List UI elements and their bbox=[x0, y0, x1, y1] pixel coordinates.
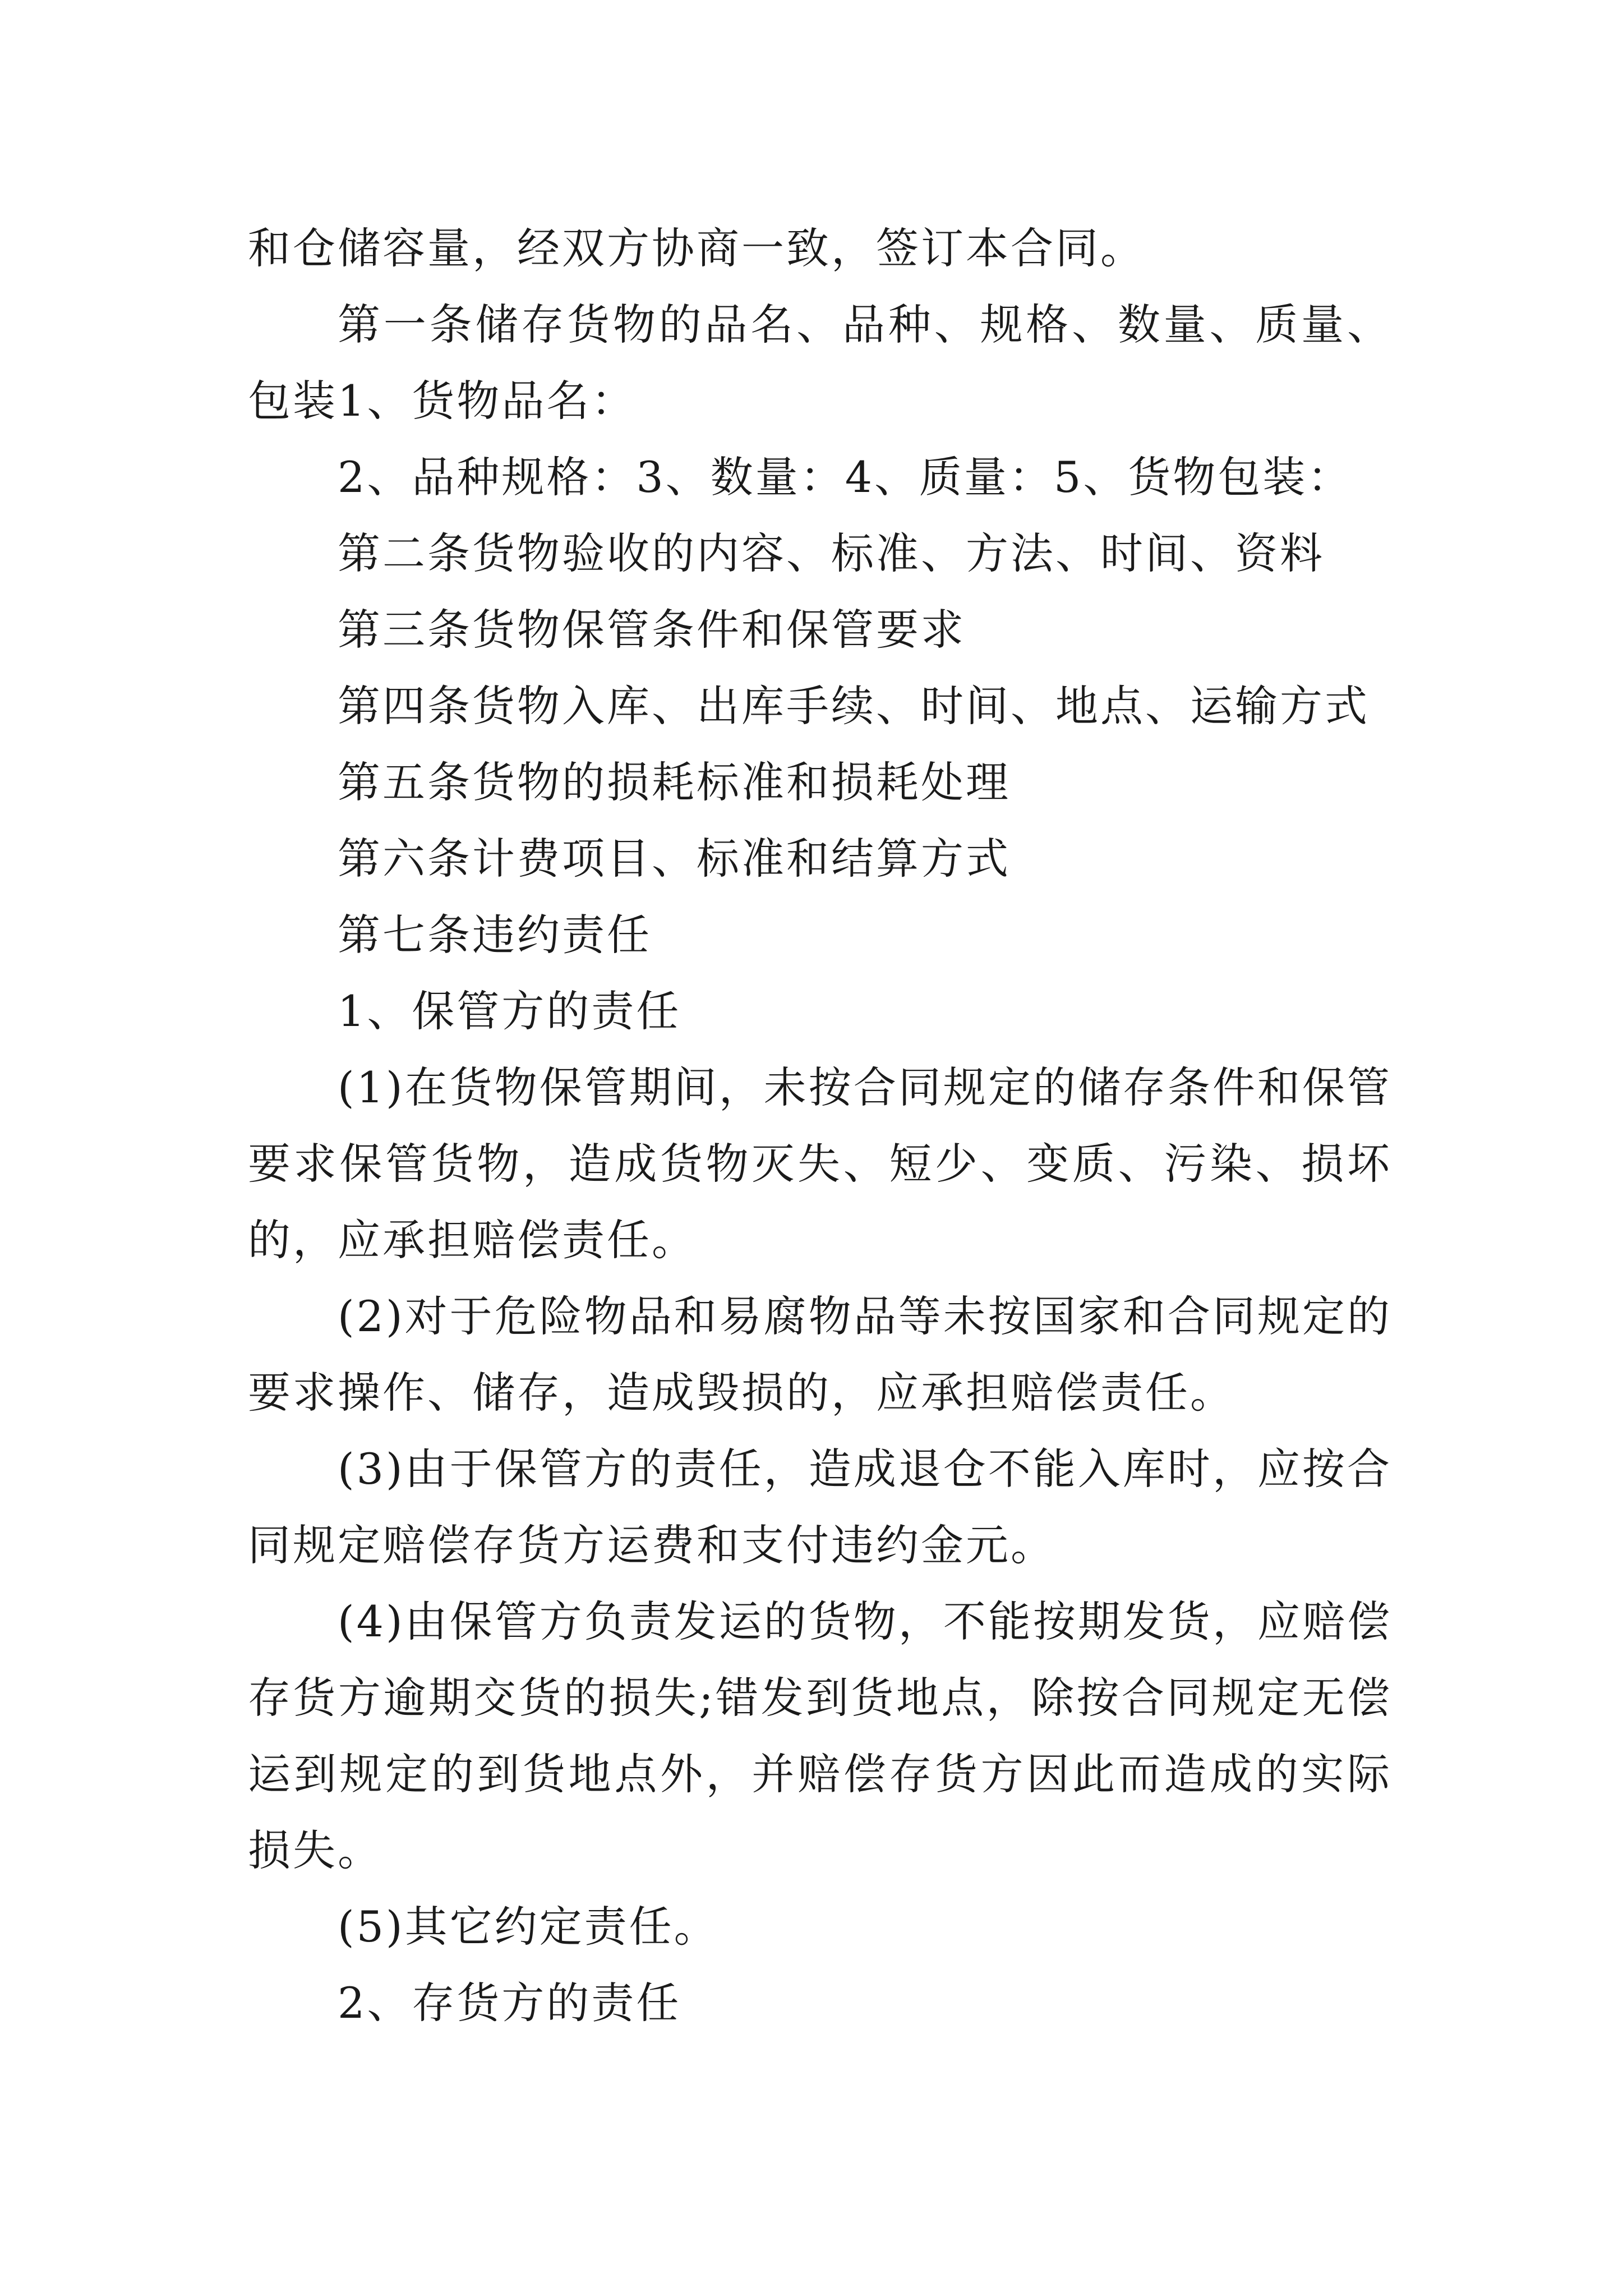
paragraph-clause-5: (5)其它约定责任。 bbox=[338, 1902, 719, 1952]
paragraph-clause-3: (3)由于保管方的责任，造成退仓不能入库时，应按合同规定赔偿存货方运费和支付违约金元。 bbox=[248, 1444, 1392, 1570]
paragraph-depositor-liability: 2、存货方的责任 bbox=[338, 1978, 681, 2028]
paragraph-article-3: 第三条货物保管条件和保管要求 bbox=[338, 605, 966, 655]
paragraph-clause-1: (1)在货物保管期间，未按合同规定的储存条件和保管要求保管货物，造成货物灭失、短少、变质、污染、损坏的，应承担赔偿责任。 bbox=[248, 1062, 1392, 1265]
paragraph-article-7: 第七条违约责任 bbox=[338, 910, 652, 960]
paragraph-article-2: 第二条货物验收的内容、标准、方法、时间、资料 bbox=[338, 528, 1325, 578]
paragraph-clause-4: (4)由保管方负责发运的货物，不能按期发货，应赔偿存货方逾期交货的损失;错发到货地点，除按合同规定无偿运到规定的到货地点外，并赔偿存货方因此而造成的实际损失。 bbox=[248, 1596, 1392, 1875]
paragraph-keeper-liability: 1、保管方的责任 bbox=[338, 986, 681, 1036]
paragraph-clause-2: (2)对于危险物品和易腐物品等未按国家和合同规定的要求操作、储存，造成毁损的，应承担赔偿责任。 bbox=[248, 1291, 1392, 1418]
contract-body bbox=[248, 210, 1392, 2041]
paragraph-capacity: 和仓储容量，经双方协商一致，签订本合同。 bbox=[248, 223, 1145, 273]
paragraph-article-6: 第六条计费项目、标准和结算方式 bbox=[338, 834, 1011, 884]
paragraph-article-1: 第一条储存货物的品名、品种、规格、数量、质量、包装1、货物品名： bbox=[248, 300, 1392, 426]
paragraph-article-5: 第五条货物的损耗标准和损耗处理 bbox=[338, 757, 1011, 807]
paragraph-article-4: 第四条货物入库、出库手续、时间、地点、运输方式 bbox=[338, 681, 1370, 731]
paragraph-specs: 2、品种规格：3、数量：4、质量：5、货物包装： bbox=[338, 452, 1353, 502]
